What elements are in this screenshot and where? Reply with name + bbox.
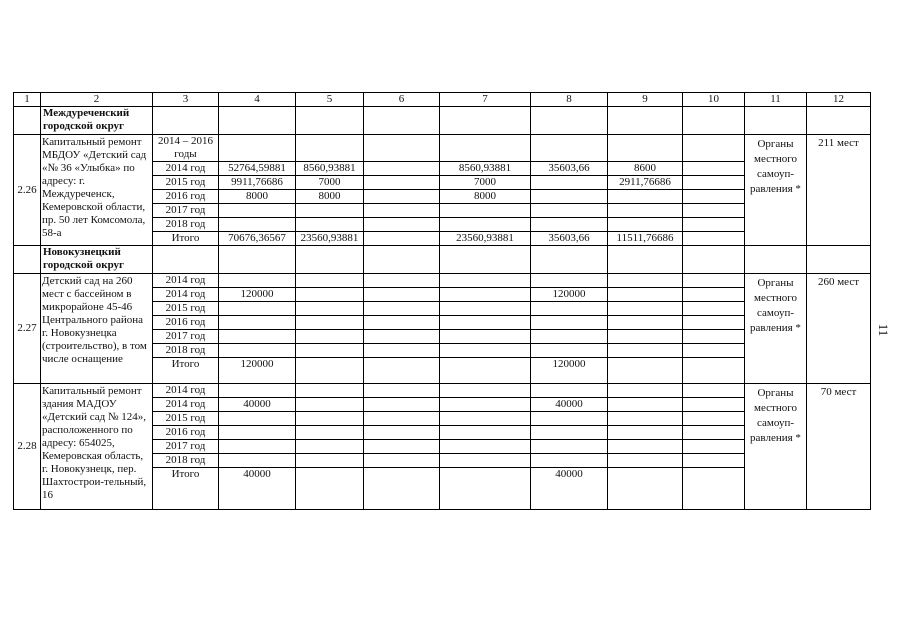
item-description: Детский сад на 260 мест с бассейном в микрорайоне 45-46 Центрального района г. Новокузнецка (строительство), в том числе оснащение bbox=[41, 274, 153, 384]
amount-cell bbox=[296, 384, 364, 398]
amount-cell bbox=[531, 316, 608, 330]
empty-cell bbox=[683, 107, 745, 135]
amount-cell bbox=[440, 440, 531, 454]
amount-cell bbox=[683, 218, 745, 232]
amount-cell bbox=[683, 358, 745, 384]
amount-cell bbox=[364, 384, 440, 398]
empty-cell bbox=[531, 107, 608, 135]
amount-cell bbox=[531, 135, 608, 162]
period-cell: Итого bbox=[153, 358, 219, 384]
amount-cell bbox=[364, 358, 440, 384]
amount-cell bbox=[364, 232, 440, 246]
section-row bbox=[14, 246, 871, 274]
amount-cell bbox=[683, 274, 745, 288]
amount-cell bbox=[296, 468, 364, 510]
amount-cell: 35603,66 bbox=[531, 162, 608, 176]
amount-cell: 8560,93881 bbox=[440, 162, 531, 176]
amount-cell: 120000 bbox=[531, 358, 608, 384]
table-row bbox=[14, 274, 871, 288]
section-row bbox=[14, 107, 871, 135]
amount-cell: 9911,76686 bbox=[219, 176, 296, 190]
column-number: 12 bbox=[807, 93, 871, 107]
amount-cell bbox=[608, 412, 683, 426]
amount-cell bbox=[219, 204, 296, 218]
amount-cell: 35603,66 bbox=[531, 232, 608, 246]
amount-cell bbox=[219, 440, 296, 454]
amount-cell bbox=[683, 162, 745, 176]
amount-cell bbox=[531, 190, 608, 204]
amount-cell bbox=[608, 190, 683, 204]
amount-cell bbox=[296, 412, 364, 426]
table-row bbox=[14, 384, 871, 398]
period-cell: 2016 год bbox=[153, 190, 219, 204]
amount-cell bbox=[440, 330, 531, 344]
empty-cell bbox=[683, 246, 745, 274]
amount-cell: 2911,76686 bbox=[608, 176, 683, 190]
amount-cell: 52764,59881 bbox=[219, 162, 296, 176]
amount-cell bbox=[296, 218, 364, 232]
amount-cell bbox=[531, 454, 608, 468]
amount-cell bbox=[296, 344, 364, 358]
amount-cell bbox=[440, 288, 531, 302]
amount-cell bbox=[531, 426, 608, 440]
empty-cell bbox=[440, 246, 531, 274]
period-cell: 2017 год bbox=[153, 204, 219, 218]
amount-cell bbox=[219, 454, 296, 468]
amount-cell bbox=[364, 204, 440, 218]
amount-cell bbox=[440, 316, 531, 330]
amount-cell bbox=[531, 330, 608, 344]
period-cell: Итого bbox=[153, 232, 219, 246]
section-spacer bbox=[14, 107, 41, 135]
empty-cell bbox=[531, 246, 608, 274]
amount-cell bbox=[219, 344, 296, 358]
amount-cell bbox=[296, 204, 364, 218]
period-cell: 2015 год bbox=[153, 176, 219, 190]
amount-cell bbox=[440, 135, 531, 162]
amount-cell bbox=[531, 274, 608, 288]
amount-cell bbox=[364, 330, 440, 344]
amount-cell bbox=[364, 344, 440, 358]
amount-cell bbox=[683, 398, 745, 412]
amount-cell bbox=[296, 302, 364, 316]
empty-cell bbox=[745, 107, 807, 135]
amount-cell bbox=[608, 204, 683, 218]
amount-cell: 8000 bbox=[440, 190, 531, 204]
amount-cell: 40000 bbox=[531, 468, 608, 510]
empty-cell bbox=[608, 246, 683, 274]
amount-cell bbox=[296, 426, 364, 440]
amount-cell bbox=[364, 468, 440, 510]
amount-cell bbox=[683, 232, 745, 246]
period-cell: 2014 год bbox=[153, 384, 219, 398]
amount-cell bbox=[608, 384, 683, 398]
amount-cell bbox=[608, 468, 683, 510]
amount-cell bbox=[608, 426, 683, 440]
amount-cell bbox=[608, 316, 683, 330]
amount-cell bbox=[683, 176, 745, 190]
row-number: 2.27 bbox=[14, 274, 41, 384]
amount-cell bbox=[219, 218, 296, 232]
amount-cell bbox=[440, 274, 531, 288]
amount-cell bbox=[531, 204, 608, 218]
amount-cell: 40000 bbox=[219, 398, 296, 412]
amount-cell: 40000 bbox=[219, 468, 296, 510]
amount-cell bbox=[296, 274, 364, 288]
amount-cell bbox=[440, 204, 531, 218]
amount-cell bbox=[296, 330, 364, 344]
amount-cell bbox=[608, 454, 683, 468]
column-number: 2 bbox=[41, 93, 153, 107]
amount-cell bbox=[296, 440, 364, 454]
amount-cell bbox=[364, 398, 440, 412]
empty-cell bbox=[807, 246, 871, 274]
amount-cell bbox=[219, 274, 296, 288]
amount-cell bbox=[364, 454, 440, 468]
empty-cell bbox=[745, 246, 807, 274]
amount-cell bbox=[296, 358, 364, 384]
column-number: 4 bbox=[219, 93, 296, 107]
empty-cell bbox=[219, 246, 296, 274]
amount-cell: 7000 bbox=[440, 176, 531, 190]
amount-cell bbox=[683, 344, 745, 358]
amount-cell bbox=[608, 302, 683, 316]
amount-cell bbox=[440, 412, 531, 426]
amount-cell bbox=[531, 302, 608, 316]
amount-cell bbox=[683, 135, 745, 162]
amount-cell bbox=[531, 344, 608, 358]
amount-cell bbox=[531, 218, 608, 232]
amount-cell bbox=[608, 398, 683, 412]
period-cell: 2015 год bbox=[153, 412, 219, 426]
amount-cell bbox=[440, 344, 531, 358]
section-title: Новокузнецкий городской округ bbox=[41, 246, 153, 274]
amount-cell: 8000 bbox=[296, 190, 364, 204]
period-cell: Итого bbox=[153, 468, 219, 510]
amount-cell bbox=[440, 384, 531, 398]
amount-cell: 120000 bbox=[219, 288, 296, 302]
amount-cell bbox=[531, 384, 608, 398]
amount-cell bbox=[440, 358, 531, 384]
responsible-organ: Органы местного самоуп-равления * bbox=[745, 274, 807, 384]
amount-cell bbox=[364, 316, 440, 330]
amount-cell bbox=[608, 330, 683, 344]
item-description: Капитальный ремонт МБДОУ «Детский сад «№ 36 «Улыбка» по адресу: г. Междуреченск, Кемеровской области, пр. 50 лет Комсомола, 58-а bbox=[41, 135, 153, 246]
page-number: 11 bbox=[876, 323, 891, 337]
amount-cell bbox=[219, 302, 296, 316]
capacity-cell: 70 мест bbox=[807, 384, 871, 510]
capacity-cell: 211 мест bbox=[807, 135, 871, 246]
amount-cell bbox=[296, 398, 364, 412]
amount-cell bbox=[296, 316, 364, 330]
column-number: 6 bbox=[364, 93, 440, 107]
amount-cell bbox=[440, 454, 531, 468]
column-number: 5 bbox=[296, 93, 364, 107]
item-description: Капитальный ремонт здания МАДОУ «Детский сад № 124», расположенного по адресу: 654025, Кемеровская область, г. Новокузнецк, пер. Шахтострои-тельный, 16 bbox=[41, 384, 153, 510]
amount-cell bbox=[219, 316, 296, 330]
amount-cell bbox=[364, 426, 440, 440]
amount-cell bbox=[296, 454, 364, 468]
amount-cell bbox=[440, 398, 531, 412]
amount-cell bbox=[531, 176, 608, 190]
period-cell: 2014 год bbox=[153, 398, 219, 412]
amount-cell bbox=[296, 135, 364, 162]
empty-cell bbox=[608, 107, 683, 135]
column-number: 7 bbox=[440, 93, 531, 107]
period-cell: 2018 год bbox=[153, 218, 219, 232]
empty-cell bbox=[219, 107, 296, 135]
amount-cell bbox=[683, 426, 745, 440]
amount-cell: 120000 bbox=[531, 288, 608, 302]
empty-cell bbox=[364, 246, 440, 274]
column-number-row bbox=[14, 93, 871, 107]
amount-cell bbox=[364, 412, 440, 426]
empty-cell bbox=[807, 107, 871, 135]
column-number: 8 bbox=[531, 93, 608, 107]
period-cell: 2016 год bbox=[153, 426, 219, 440]
amount-cell bbox=[608, 440, 683, 454]
amount-cell bbox=[219, 330, 296, 344]
period-cell: 2018 год bbox=[153, 344, 219, 358]
amount-cell: 8600 bbox=[608, 162, 683, 176]
amount-cell bbox=[440, 302, 531, 316]
column-number: 3 bbox=[153, 93, 219, 107]
empty-cell bbox=[153, 107, 219, 135]
amount-cell bbox=[608, 358, 683, 384]
column-number: 11 bbox=[745, 93, 807, 107]
amount-cell bbox=[440, 468, 531, 510]
amount-cell bbox=[364, 176, 440, 190]
row-number: 2.28 bbox=[14, 384, 41, 510]
amount-cell bbox=[683, 412, 745, 426]
period-cell: 2014 – 2016 годы bbox=[153, 135, 219, 162]
amount-cell: 7000 bbox=[296, 176, 364, 190]
period-cell: 2014 год bbox=[153, 288, 219, 302]
amount-cell: 120000 bbox=[219, 358, 296, 384]
column-number: 10 bbox=[683, 93, 745, 107]
amount-cell bbox=[219, 426, 296, 440]
period-cell: 2016 год bbox=[153, 316, 219, 330]
section-spacer bbox=[14, 246, 41, 274]
amount-cell bbox=[608, 344, 683, 358]
period-cell: 2015 год bbox=[153, 302, 219, 316]
amount-cell bbox=[364, 440, 440, 454]
amount-cell bbox=[531, 412, 608, 426]
column-number: 1 bbox=[14, 93, 41, 107]
row-number: 2.26 bbox=[14, 135, 41, 246]
responsible-organ: Органы местного самоуп-равления * bbox=[745, 135, 807, 246]
amount-cell bbox=[683, 316, 745, 330]
capacity-cell: 260 мест bbox=[807, 274, 871, 384]
amount-cell bbox=[608, 135, 683, 162]
amount-cell bbox=[683, 454, 745, 468]
period-cell: 2014 год bbox=[153, 274, 219, 288]
period-cell: 2014 год bbox=[153, 162, 219, 176]
amount-cell: 70676,36567 bbox=[219, 232, 296, 246]
amount-cell bbox=[364, 302, 440, 316]
amount-cell: 23560,93881 bbox=[296, 232, 364, 246]
amount-cell bbox=[219, 412, 296, 426]
amount-cell bbox=[683, 190, 745, 204]
column-number: 9 bbox=[608, 93, 683, 107]
amount-cell bbox=[683, 440, 745, 454]
amount-cell bbox=[364, 162, 440, 176]
amount-cell bbox=[440, 218, 531, 232]
amount-cell bbox=[608, 274, 683, 288]
amount-cell bbox=[364, 274, 440, 288]
amount-cell bbox=[683, 288, 745, 302]
amount-cell bbox=[219, 384, 296, 398]
amount-cell bbox=[219, 135, 296, 162]
amount-cell: 11511,76686 bbox=[608, 232, 683, 246]
amount-cell bbox=[364, 190, 440, 204]
amount-cell bbox=[683, 302, 745, 316]
amount-cell: 23560,93881 bbox=[440, 232, 531, 246]
table-row bbox=[14, 135, 871, 162]
amount-cell bbox=[440, 426, 531, 440]
amount-cell bbox=[683, 330, 745, 344]
amount-cell: 40000 bbox=[531, 398, 608, 412]
empty-cell bbox=[296, 107, 364, 135]
empty-cell bbox=[153, 246, 219, 274]
responsible-organ: Органы местного самоуп-равления * bbox=[745, 384, 807, 510]
amount-cell bbox=[608, 288, 683, 302]
amount-cell bbox=[296, 288, 364, 302]
amount-cell bbox=[608, 218, 683, 232]
financing-table bbox=[13, 92, 871, 510]
period-cell: 2017 год bbox=[153, 440, 219, 454]
amount-cell bbox=[683, 468, 745, 510]
section-title: Междуреченский городской округ bbox=[41, 107, 153, 135]
amount-cell bbox=[364, 135, 440, 162]
amount-cell: 8560,93881 bbox=[296, 162, 364, 176]
empty-cell bbox=[440, 107, 531, 135]
empty-cell bbox=[296, 246, 364, 274]
period-cell: 2017 год bbox=[153, 330, 219, 344]
amount-cell bbox=[364, 288, 440, 302]
empty-cell bbox=[364, 107, 440, 135]
amount-cell bbox=[531, 440, 608, 454]
amount-cell bbox=[683, 384, 745, 398]
amount-cell: 8000 bbox=[219, 190, 296, 204]
amount-cell bbox=[683, 204, 745, 218]
period-cell: 2018 год bbox=[153, 454, 219, 468]
document-page bbox=[13, 92, 870, 510]
amount-cell bbox=[364, 218, 440, 232]
